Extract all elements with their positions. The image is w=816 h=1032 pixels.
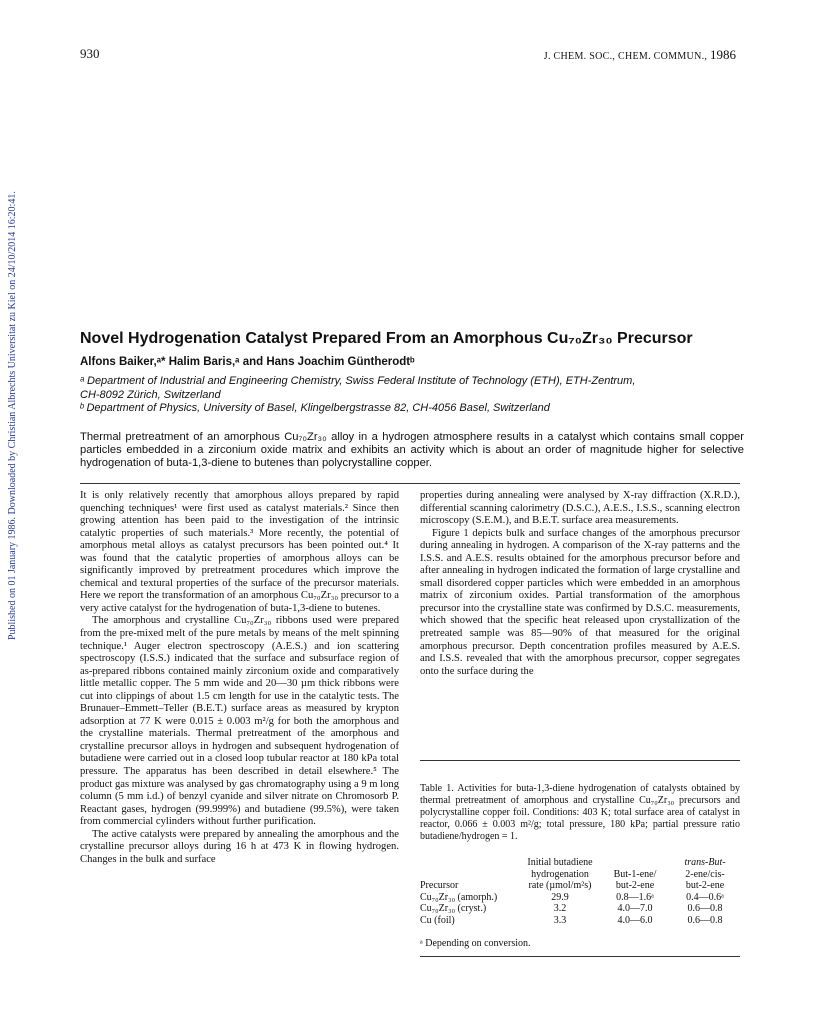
table-cell: 29.9 — [551, 891, 569, 903]
abstract-divider — [80, 483, 740, 484]
paragraph: properties during annealing were analysed by X-ray diffraction (X.R.D.), differential scanning calorimetry (D.S.C.), A.E.S., I.S.S., scanning electron microscopy (S.E.M.), and B.E.T. surface area measurements. — [420, 490, 740, 527]
table-cell: 3.3 — [553, 914, 567, 926]
journal-year: 1986 — [710, 47, 736, 62]
table-cell: 0.6—0.8 — [687, 914, 723, 926]
table-cell: 0.4—0.6ᵃ — [686, 891, 724, 903]
table-header-cell — [420, 869, 520, 881]
table-header-cell — [600, 857, 670, 869]
affiliation-a-line1: ᵃ Department of Industrial and Engineering Chemistry, Swiss Federal Institute of Technology (ETH), ETH-Zentrum, — [80, 375, 636, 387]
table-row — [420, 892, 740, 904]
paragraph: It is only relatively recently that amorphous alloys prepared by rapid quenching techniques¹ were first used as catalyst materials.² Since then growing attention has been paid to the investigation of the intrinsic catalytic properties of such materials.³ More recently, the potential of amorphous metal alloys as catalyst precursors has been pointed out.⁴ It was found that the catalytic properties of amorphous alloys can be significantly improved by pretreatment procedures which improve the chemical and textural properties of the surface of the precursor materials. Here we report the transformation of an amorphous Cu₇₀Zr₃₀ precursor to a very active catalyst for the hydrogenation of buta-1,3-diene to butenes. — [80, 490, 399, 614]
right-column — [420, 490, 740, 678]
table-cell: 0.6—0.8 — [687, 903, 723, 914]
table-row — [420, 915, 740, 927]
paragraph: The amorphous and crystalline Cu₇₀Zr₃₀ ribbons used were prepared from the pre-mixed melt of the pure metals by means of the melt spinning technique.¹ Auger electron spectroscopy (A.E.S.) and ion scattering spectroscopy (I.S.S.) indicated that the surface and subsurface region of as-prepared ribbons contained mainly zirconium oxide and comparatively little metallic copper. The 5 mm wide and 20—30 µm thick ribbons were cut into clippings of about 1.5 cm length for use in the catalytic tests. The Brunauer–Emmett–Teller (B.E.T.) surface areas as measured by krypton adsorption at 77 K were 0.015 ± 0.003 m²/g for both the amorphous and the crystalline materials. Thermal pretreatment of the amorphous and crystalline precursor alloys in hydrogen and subsequent hydrogenation of butadiene were carried out in a closed loop tubular reactor at 180 kPa total pressure. The apparatus has been described in detail elsewhere.⁵ The product gas mixture was analysed by gas chromatography using a 9 m long column (5 mm i.d.) of benzyl cyanide and silver nitrate on Chromosorb P. Reactant gases, hydrogen (99.999%) and butadiene (99.5%), were taken from commercial cylinders without further purification. — [80, 615, 399, 828]
article-title: Novel Hydrogenation Catalyst Prepared From an Amorphous Cu₇₀Zr₃₀ Precursor — [80, 330, 693, 347]
table-header-cell: hydrogenation — [531, 868, 589, 880]
table-cell: 4.0—6.0 — [617, 914, 653, 926]
table-header-cell: Initial butadiene — [527, 857, 593, 868]
abstract: Thermal pretreatment of an amorphous Cu₇₀Zr₃₀ alloy in a hydrogen atmosphere results in a catalyst which contains small copper particles embedded in a zirconium oxide matrix and exhibits an activity which is about an order of magnitude higher for selective hydrogenation of buta-1,3-diene to butenes than polycrystalline copper. — [80, 431, 744, 470]
activity-table — [420, 857, 740, 926]
table-cell: 3.2 — [553, 903, 567, 914]
left-column — [80, 490, 399, 866]
table-header-cell: rate (µmol/m²s) — [528, 880, 592, 891]
affiliations — [80, 375, 760, 416]
journal-name: J. CHEM. SOC., CHEM. COMMUN., — [543, 51, 710, 62]
table-header-row — [420, 869, 740, 881]
table-cell: Cu (foil) — [420, 914, 455, 926]
running-header — [544, 47, 736, 63]
table-cell: 0.8—1.6ᵃ — [616, 891, 654, 903]
download-notice-text[interactable]: Published on 01 January 1986. Downloaded by Christian Albrechts Universitat zu Kiel on 24/10/2014 16:20:41. — [7, 191, 18, 640]
affiliation-a-line2: CH-8092 Zürich, Switzerland — [80, 388, 221, 401]
table-row — [420, 903, 740, 915]
table-header-cell: Precursor — [420, 880, 459, 891]
table-header-row — [420, 880, 740, 892]
table-header-cell: but-2-ene — [615, 880, 655, 891]
download-notice[interactable] — [4, 160, 20, 640]
affiliation-b: ᵇ Department of Physics, University of Basel, Klingelbergstrasse 82, CH-4056 Basel, Switzerland — [80, 402, 550, 414]
table-cell: Cu₇₀Zr₃₀ (cryst.) — [420, 903, 487, 914]
table-header-cell: 2-ene/cis- — [685, 868, 725, 880]
table-footnote: ᵃ Depending on conversion. — [420, 938, 531, 949]
page-number: 930 — [80, 46, 100, 61]
article-authors: Alfons Baiker,ᵃ* Halim Baris,ᵃ and Hans Joachim Güntherodtᵇ — [80, 356, 415, 368]
table-cell: 4.0—7.0 — [617, 903, 653, 914]
table-header-cell: trans-But- — [684, 857, 726, 868]
table-header-cell: But-1-ene/ — [613, 868, 657, 880]
paragraph: Figure 1 depicts bulk and surface changes of the amorphous precursor during annealing in hydrogen. A comparison of the X-ray patterns and the I.S.S. and A.E.S. results obtained for the amorphous precursor before and after annealing in hydrogen indicated the formation of large crystalline and small disordered copper particles which were embedded in an amorphous matrix of zirconium oxides. Partial transformation of the amorphous precursor into the crystalline state was confirmed by D.S.C. measurements, which showed that the specific heat released upon crystallization of the pretreated sample was 85—90% of that measured for the original amorphous precursor. Depth concentration profiles measured by A.E.S. and I.S.S. revealed that with the amorphous precursor, copper segregates onto the surface during the — [420, 527, 740, 677]
table-bottom-rule — [420, 956, 740, 957]
table-header-row — [420, 857, 740, 869]
table-header-cell: but-2-ene — [685, 880, 725, 891]
table-1 — [420, 760, 740, 957]
table-header-cell — [420, 857, 520, 869]
paragraph: The active catalysts were prepared by annealing the amorphous and the crystalline precursor alloys during 16 h at 473 K in flowing hydrogen. Changes in the bulk and surface — [80, 828, 399, 865]
table-caption: Table 1. Activities for buta-1,3-diene hydrogenation of catalysts obtained by thermal pretreatment of amorphous and crystalline Cu₇₀Zr₃₀ precursors and polycrystalline copper foil. Conditions: 403 K; total surface area of catalyst in reactor, 0.066 ± 0.003 m²/g; total pressure, 180 kPa; partial pressure ratio butadiene/hydrogen = 1. — [420, 783, 740, 842]
table-cell: Cu₇₀Zr₃₀ (amorph.) — [420, 891, 498, 903]
table-top-rule — [420, 760, 740, 761]
